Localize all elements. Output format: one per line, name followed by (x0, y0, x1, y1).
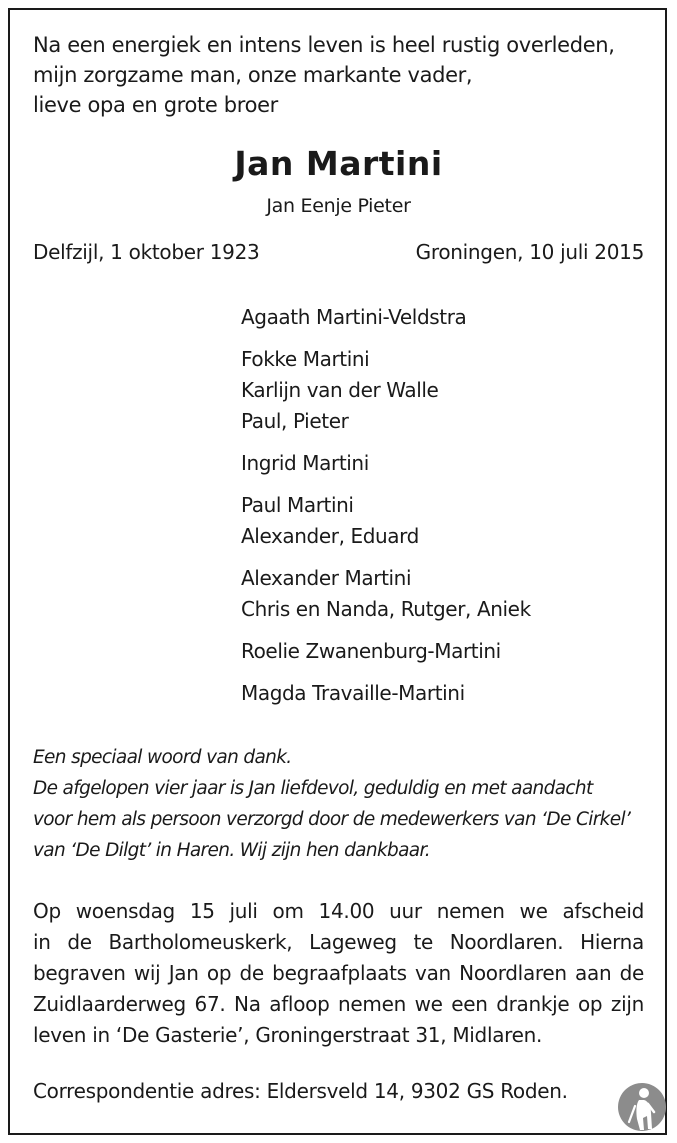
family-group (241, 344, 661, 437)
service-line: in de Bartholomeuskerk, Lageweg te Noordlaren. Hierna (33, 930, 644, 954)
thanks-line: De afgelopen vier jaar is Jan liefdevol, geduldig en met aandacht (33, 778, 593, 799)
given-names: Jan Eenje Pieter (266, 195, 411, 217)
family-member: Karlijn van der Walle (241, 378, 439, 402)
death-place-date: Groningen, 10 juli 2015 (415, 240, 644, 264)
service-details (33, 896, 644, 1051)
correspondence-address: Correspondentie adres: Eldersveld 14, 9302 GS Roden. (33, 1079, 568, 1103)
family-member: Alexander Martini (241, 566, 412, 590)
family-group (241, 448, 661, 479)
family-group (241, 490, 661, 552)
thanks-line: van ‘De Dilgt’ in Haren. Wij zijn hen dankbaar. (33, 840, 430, 861)
service-line: begraven wij Jan op de begraafplaats van Noordlaren aan de (33, 961, 644, 985)
family-member: Ingrid Martini (241, 451, 369, 475)
family-member: Paul, Pieter (241, 409, 349, 433)
family-group (241, 563, 661, 625)
family-list (241, 302, 661, 720)
elderly-person-logo-icon (617, 1082, 667, 1132)
family-member: Alexander, Eduard (241, 524, 419, 548)
family-group (241, 636, 661, 667)
intro-line: lieve opa en grote broer (33, 93, 278, 117)
family-group (241, 678, 661, 709)
thanks-line: Een speciaal woord van dank. (33, 747, 292, 768)
service-line: Op woensdag 15 juli om 14.00 uur nemen we afscheid (33, 899, 644, 923)
family-member: Chris en Nanda, Rutger, Aniek (241, 597, 531, 621)
thanks-text (33, 742, 648, 866)
family-group (241, 302, 661, 333)
service-line: Zuidlaarderweg 67. Na afloop nemen we een drankje op zijn (33, 992, 644, 1016)
intro-text (33, 30, 653, 120)
deceased-name: Jan Martini (234, 144, 443, 183)
intro-line: mijn zorgzame man, onze markante vader, (33, 63, 473, 87)
service-line: leven in ‘De Gasterie’, Groningerstraat 31, Midlaren. (33, 1023, 543, 1047)
family-member: Agaath Martini-Veldstra (241, 305, 467, 329)
thanks-line: voor hem als persoon verzorgd door de medewerkers van ‘De Cirkel’ (33, 809, 631, 830)
family-member: Magda Travaille-Martini (241, 681, 465, 705)
family-member: Fokke Martini (241, 347, 370, 371)
birth-place-date: Delfzijl, 1 oktober 1923 (33, 240, 260, 264)
family-member: Roelie Zwanenburg-Martini (241, 639, 501, 663)
intro-line: Na een energiek en intens leven is heel rustig overleden, (33, 33, 615, 57)
family-member: Paul Martini (241, 493, 354, 517)
